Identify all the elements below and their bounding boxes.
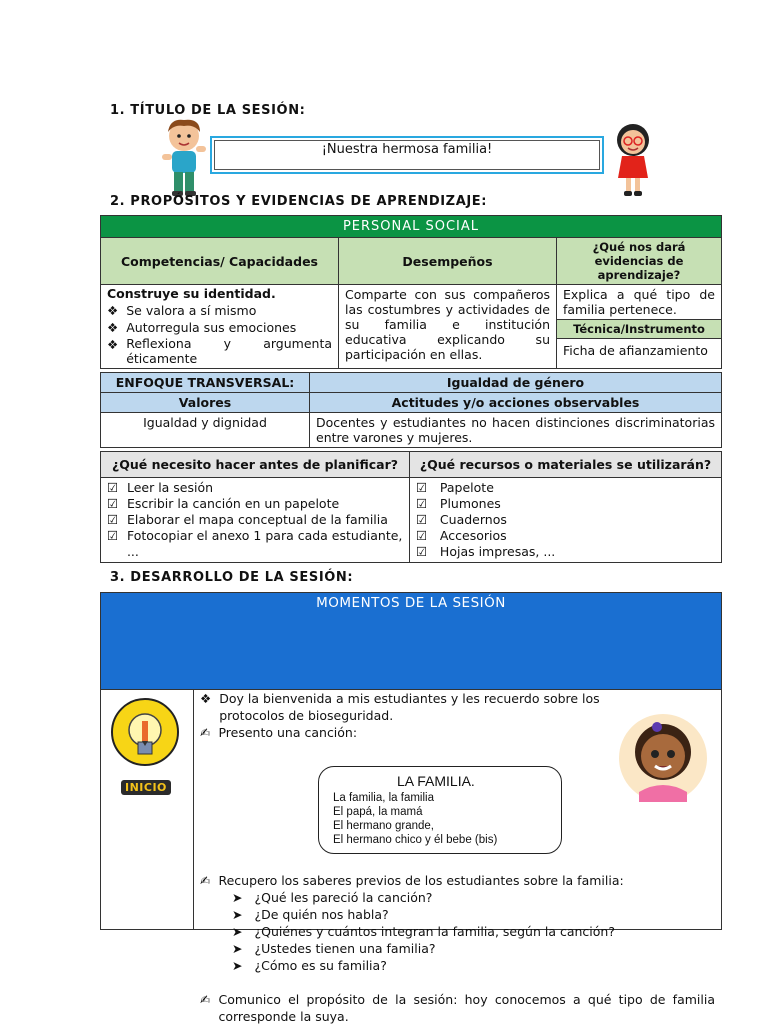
question-item: ➤ ¿Qué les pareció la canción? [232,889,433,905]
welcome-item: ❖ Doy la bienvenida a mis estudiantes y les recuerdo sobre los protocolos de bioseguridad. [200,690,600,723]
inicio-label: INICIO [121,780,171,795]
song-line: La familia, la familia [333,791,434,804]
child-illustration [617,712,709,804]
capacidad-item: ❖ Se valora a sí mismo [107,303,257,318]
valor-text: Igualdad y dignidad [101,413,310,448]
competencia-text: Construye su identidad. [107,286,276,301]
resource-item: ☑ Papelote [416,480,494,495]
before-item: ☑ Escribir la canción en un papelote [107,496,340,511]
song-intro: ✍ Presento una canción: [200,724,358,740]
song-line: El papá, la mamá [333,805,423,818]
before-planning-header: ¿Qué necesito hacer antes de planificar? [101,452,410,478]
capacidad-item: ❖ Reflexiona y argumenta éticamente [107,336,332,366]
session-title-box [210,136,604,174]
girl-illustration [608,120,658,198]
resource-item: ☑ Hojas impresas, ... [416,544,556,559]
evidencias-header: ¿Qué nos dará evidencias de aprendizaje? [557,238,722,285]
planning-table [100,451,722,563]
section1-heading: 1. TÍTULO DE LA SESIÓN: [110,103,306,118]
section3-heading: 3. DESARROLLO DE LA SESIÓN: [110,570,354,585]
competencias-header: Competencias/ Capacidades [101,238,339,285]
inicio-cell [101,689,194,929]
before-item: ☑ Leer la sesión [107,480,214,495]
before-item: ☑ Fotocopiar el anexo 1 para cada estudiante, ... [107,528,403,559]
question-item: ➤ ¿Ustedes tienen una familia? [232,940,436,956]
momentos-table [100,592,722,1024]
resources-header: ¿Qué recursos o materiales se utilizarán? [410,452,722,478]
song-line: El hermano grande, [333,819,435,832]
actitud-text: Docentes y estudiantes no hacen distinciones discriminatorias entre varones y mujeres. [310,413,722,448]
resource-item: ☑ Plumones [416,496,501,511]
valores-header: Valores [101,393,310,413]
boy-illustration [158,116,210,198]
question-item: ➤ ¿De quién nos habla? [232,906,389,922]
lightbulb-icon [107,696,183,780]
evidencia-text: Explica a qué tipo de familia pertenece. [557,285,722,320]
saberes-item: ✍ Recupero los saberes previos de los estudiantes sobre la familia: [200,872,624,888]
proposito-item: ✍ Comunico el propósito de la sesión: hoy conocemos a qué tipo de familia corresponde la suya. [200,991,715,1024]
personal-social-header: PERSONAL SOCIAL [101,216,722,238]
personal-social-table [100,215,722,369]
resource-item: ☑ Cuadernos [416,512,507,527]
enfoque-label: ENFOQUE TRANSVERSAL: [101,373,310,393]
momentos-header: MOMENTOS DE LA SESIÓN [101,593,722,690]
desempenos-header: Desempeños [339,238,557,285]
capacidad-item: ❖ Autorregula sus emociones [107,320,297,335]
session-title: ¡Nuestra hermosa familia! [214,140,600,170]
song-title: LA FAMILIA. [397,772,475,789]
desempeno-text: Comparte con sus compañeros las costumbres y actividades de su familia e institución educativa explicando su participación en ellas. [339,285,557,369]
before-item: ☑ Elaborar el mapa conceptual de la familia [107,512,388,527]
enfoque-table [100,372,722,448]
tecnica-value: Ficha de afianzamiento [557,339,722,369]
section2-heading: 2. PROPÓSITOS Y EVIDENCIAS DE APRENDIZAJE: [110,194,488,209]
inicio-content [194,689,722,1024]
resource-item: ☑ Accesorios [416,528,507,543]
song-line: El hermano chico y él bebe (bis) [333,833,498,846]
enfoque-value: Igualdad de género [310,373,722,393]
tecnica-header: Técnica/Instrumento [557,320,722,339]
actitudes-header: Actitudes y/o acciones observables [310,393,722,413]
question-item: ➤ ¿Quiénes y cuántos integran la familia, según la canción? [232,923,615,939]
question-item: ➤ ¿Cómo es su familia? [232,957,387,973]
song-box [318,766,562,854]
